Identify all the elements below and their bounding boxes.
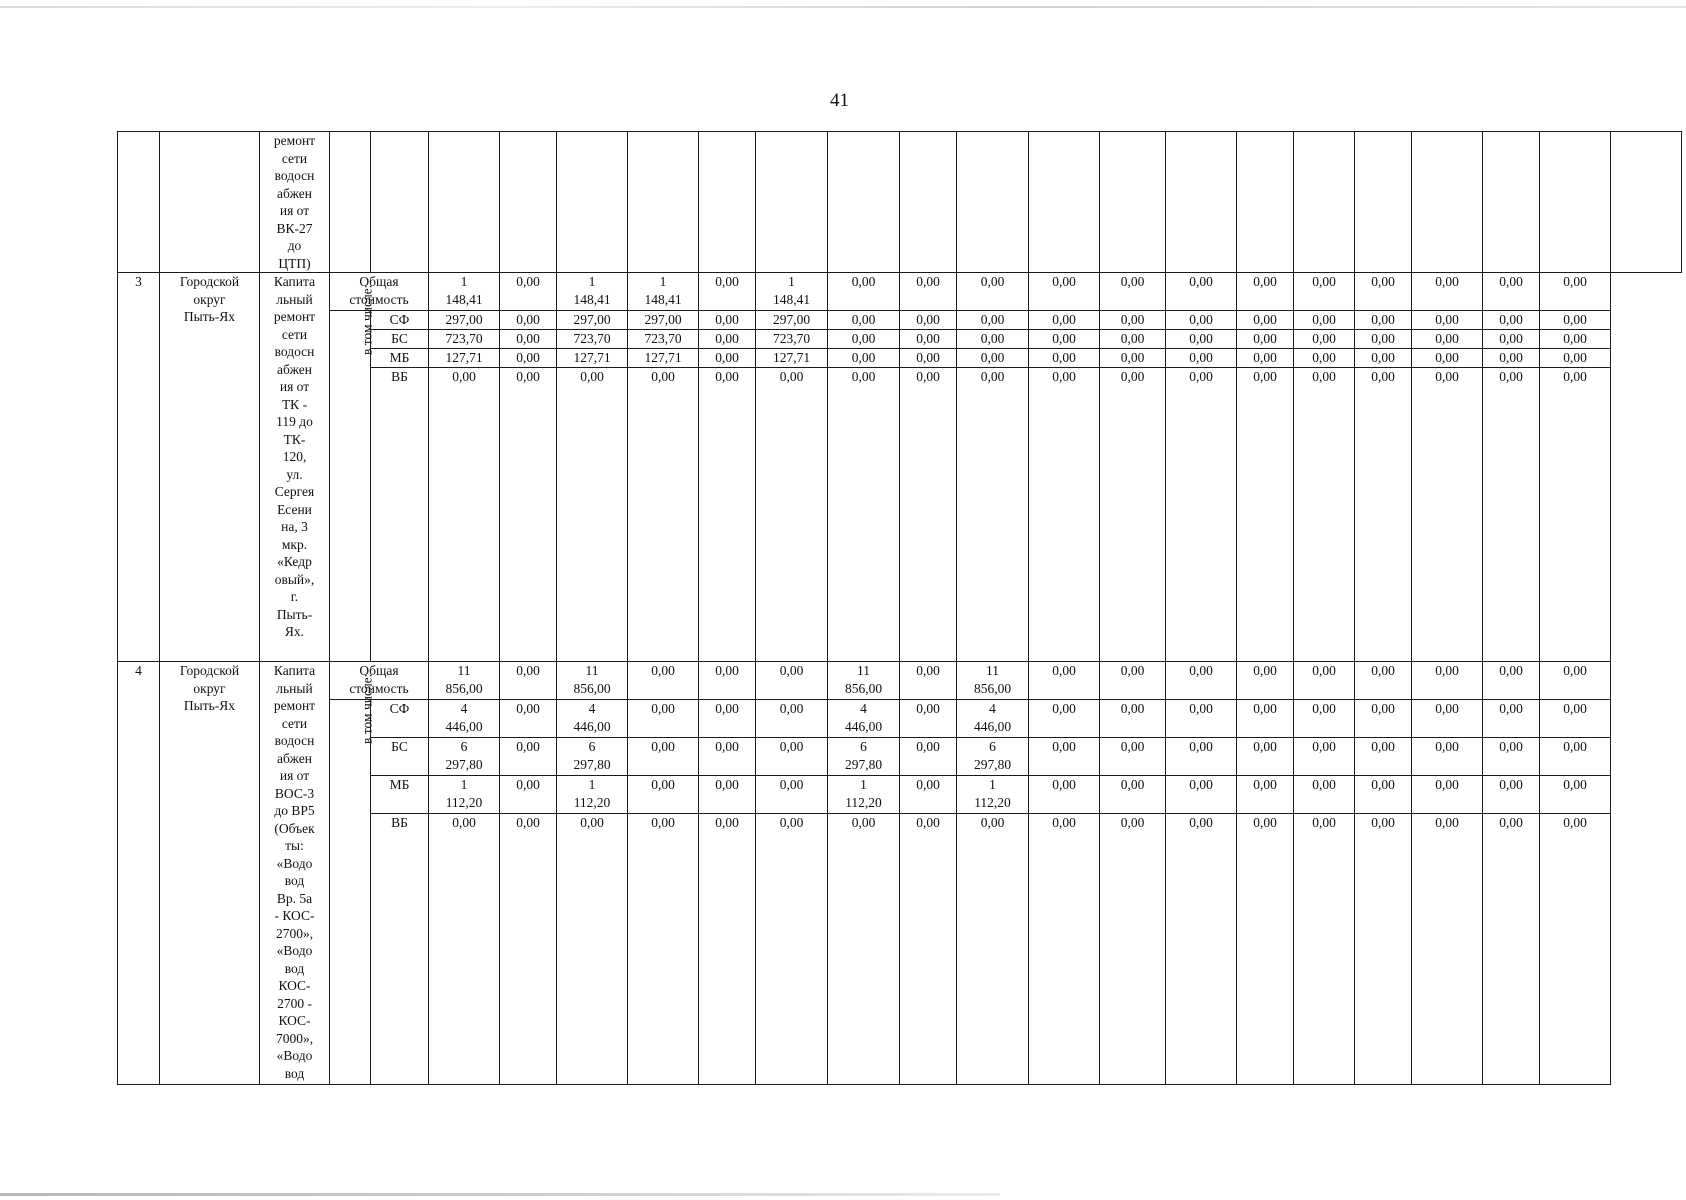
value-cell: 0,00 <box>1412 273 1483 311</box>
value-cell: 723,70 <box>756 330 828 349</box>
value-cell: 0,00 <box>628 738 699 776</box>
value-cell: 0,00 <box>429 814 500 1085</box>
value-cell: 0,00 <box>756 738 828 776</box>
value-cell: 0,00 <box>900 273 957 311</box>
value-cell: 0,00 <box>900 330 957 349</box>
funding-source-label: СФ <box>371 700 429 738</box>
value-cell: 0,00 <box>500 700 557 738</box>
value-cell: 0,00 <box>1100 311 1166 330</box>
value-cell: 0,00 <box>1540 776 1611 814</box>
value-cell: 11 856,00 <box>557 662 628 700</box>
value-cell: 723,70 <box>557 330 628 349</box>
funding-source-label: МБ <box>371 776 429 814</box>
value-cell: 723,70 <box>429 330 500 349</box>
value-cell: 0,00 <box>1483 330 1540 349</box>
value-cell: 0,00 <box>1029 776 1100 814</box>
empty-cell <box>371 132 429 273</box>
value-cell: 0,00 <box>699 700 756 738</box>
value-cell: 0,00 <box>1166 311 1237 330</box>
value-cell: 6 297,80 <box>957 738 1029 776</box>
value-cell: 0,00 <box>1412 814 1483 1085</box>
value-cell: 0,00 <box>1237 738 1294 776</box>
value-cell: 4 446,00 <box>957 700 1029 738</box>
value-cell: 0,00 <box>900 662 957 700</box>
value-cell: 1 148,41 <box>628 273 699 311</box>
value-cell: 1 148,41 <box>557 273 628 311</box>
value-cell: 0,00 <box>1294 776 1355 814</box>
value-cell: 0,00 <box>1294 662 1355 700</box>
value-cell: 11 856,00 <box>429 662 500 700</box>
value-cell: 0,00 <box>1029 738 1100 776</box>
value-cell: 0,00 <box>900 349 957 368</box>
value-cell: 0,00 <box>1355 738 1412 776</box>
value-cell: 0,00 <box>1237 330 1294 349</box>
value-cell: 1 112,20 <box>828 776 900 814</box>
value-cell: 1 112,20 <box>557 776 628 814</box>
value-cell: 0,00 <box>756 368 828 662</box>
value-cell: 0,00 <box>500 776 557 814</box>
value-cell: 0,00 <box>1355 273 1412 311</box>
value-cell: 0,00 <box>1294 330 1355 349</box>
value-cell: 127,71 <box>429 349 500 368</box>
value-cell: 0,00 <box>1029 273 1100 311</box>
value-cell: 6 297,80 <box>557 738 628 776</box>
value-cell: 0,00 <box>699 349 756 368</box>
value-cell: 0,00 <box>828 273 900 311</box>
funding-source-row <box>118 700 1682 738</box>
value-cell: 0,00 <box>557 368 628 662</box>
value-cell: 0,00 <box>1355 776 1412 814</box>
value-cell: 0,00 <box>1355 349 1412 368</box>
value-cell: 4 446,00 <box>557 700 628 738</box>
value-cell: 0,00 <box>1355 700 1412 738</box>
value-cell: 0,00 <box>1237 349 1294 368</box>
value-cell: 0,00 <box>1166 273 1237 311</box>
value-cell: 0,00 <box>1412 776 1483 814</box>
value-cell: 0,00 <box>1483 311 1540 330</box>
empty-cell <box>1540 132 1611 273</box>
value-cell: 0,00 <box>1540 311 1611 330</box>
empty-cell <box>1412 132 1483 273</box>
value-cell: 0,00 <box>699 311 756 330</box>
including-label-cell <box>330 284 375 662</box>
value-cell: 0,00 <box>699 368 756 662</box>
value-cell: 0,00 <box>1029 368 1100 662</box>
value-cell: 0,00 <box>957 814 1029 1085</box>
value-cell: 0,00 <box>500 330 557 349</box>
value-cell: 0,00 <box>828 330 900 349</box>
scan-edge-top <box>0 6 1686 8</box>
value-cell: 0,00 <box>828 349 900 368</box>
value-cell: 4 446,00 <box>828 700 900 738</box>
value-cell: 0,00 <box>1100 776 1166 814</box>
empty-cell <box>1029 132 1100 273</box>
value-cell: 4 446,00 <box>429 700 500 738</box>
value-cell: 0,00 <box>957 273 1029 311</box>
value-cell: 0,00 <box>828 814 900 1085</box>
value-cell: 0,00 <box>699 330 756 349</box>
value-cell: 0,00 <box>1540 368 1611 662</box>
scan-edge-bottom <box>0 1193 1000 1196</box>
value-cell: 0,00 <box>500 662 557 700</box>
value-cell: 0,00 <box>1412 700 1483 738</box>
funding-source-label: МБ <box>371 349 429 368</box>
value-cell: 0,00 <box>1100 814 1166 1085</box>
table-row <box>118 132 1682 273</box>
value-cell: 0,00 <box>900 700 957 738</box>
value-cell: 0,00 <box>900 311 957 330</box>
value-cell: 0,00 <box>1166 738 1237 776</box>
municipality-cell: Городской округ Пыть-Ях <box>160 662 260 1085</box>
value-cell: 0,00 <box>1237 662 1294 700</box>
value-cell: 0,00 <box>756 776 828 814</box>
funding-source-label: ВБ <box>371 814 429 1085</box>
value-cell: 0,00 <box>1483 814 1540 1085</box>
empty-cell <box>1483 132 1540 273</box>
value-cell: 0,00 <box>1540 738 1611 776</box>
value-cell: 297,00 <box>557 311 628 330</box>
value-cell: 0,00 <box>1412 330 1483 349</box>
value-cell: 0,00 <box>1412 349 1483 368</box>
value-cell: 0,00 <box>1355 368 1412 662</box>
value-cell: 0,00 <box>900 738 957 776</box>
value-cell: 0,00 <box>1100 662 1166 700</box>
value-cell: 0,00 <box>1100 349 1166 368</box>
value-cell: 0,00 <box>1166 700 1237 738</box>
value-cell: 0,00 <box>957 349 1029 368</box>
value-cell: 0,00 <box>1237 700 1294 738</box>
empty-cell <box>756 132 828 273</box>
empty-cell <box>1166 132 1237 273</box>
value-cell: 0,00 <box>1540 700 1611 738</box>
value-cell: 0,00 <box>628 776 699 814</box>
value-cell: 6 297,80 <box>429 738 500 776</box>
value-cell: 0,00 <box>1540 662 1611 700</box>
value-cell: 0,00 <box>1412 662 1483 700</box>
object-name-cell: Капита льный ремонт сети водосн абжен ия от ТК - 119 до ТК- 120, ул. Сергея Есени на, 3 мкр. «Кедр овый», г. Пыть- Ях. <box>260 273 330 662</box>
funding-source-row <box>118 311 1682 330</box>
value-cell: 0,00 <box>500 349 557 368</box>
value-cell: 0,00 <box>1237 368 1294 662</box>
value-cell: 0,00 <box>756 662 828 700</box>
value-cell: 0,00 <box>957 330 1029 349</box>
value-cell: 127,71 <box>628 349 699 368</box>
value-cell: 0,00 <box>1540 349 1611 368</box>
total-cost-label: Общая стоимость <box>330 273 429 311</box>
value-cell: 0,00 <box>628 700 699 738</box>
value-cell: 0,00 <box>1166 349 1237 368</box>
value-cell: 0,00 <box>828 311 900 330</box>
value-cell: 0,00 <box>1294 814 1355 1085</box>
value-cell: 0,00 <box>1355 311 1412 330</box>
empty-cell <box>1294 132 1355 273</box>
value-cell: 0,00 <box>1540 814 1611 1085</box>
value-cell: 1 148,41 <box>429 273 500 311</box>
municipality-cell <box>160 132 260 273</box>
total-cost-label: Общая стоимость <box>330 662 429 700</box>
value-cell: 0,00 <box>1029 662 1100 700</box>
value-cell: 1 148,41 <box>756 273 828 311</box>
including-label: в том числе: <box>359 673 375 744</box>
value-cell: 0,00 <box>1412 368 1483 662</box>
value-cell: 0,00 <box>1294 349 1355 368</box>
value-cell: 0,00 <box>628 368 699 662</box>
value-cell: 297,00 <box>628 311 699 330</box>
value-cell: 297,00 <box>756 311 828 330</box>
value-cell: 0,00 <box>1483 776 1540 814</box>
value-cell: 0,00 <box>1166 368 1237 662</box>
value-cell: 0,00 <box>500 738 557 776</box>
value-cell: 0,00 <box>1100 738 1166 776</box>
value-cell: 0,00 <box>1294 700 1355 738</box>
empty-cell <box>957 132 1029 273</box>
object-name-cell: Капита льный ремонт сети водосн абжен ия от ВОС-3 до ВР5 (Объек ты: «Водо вод Вр. 5а - КОС- 2700», «Водо вод КОС- 2700 - КОС- 7000», «Водо вод <box>260 662 330 1085</box>
empty-cell <box>699 132 756 273</box>
value-cell: 1 112,20 <box>429 776 500 814</box>
value-cell: 0,00 <box>1483 738 1540 776</box>
value-cell: 0,00 <box>1540 330 1611 349</box>
object-total-row <box>118 662 1682 700</box>
value-cell: 0,00 <box>957 368 1029 662</box>
value-cell: 0,00 <box>1294 738 1355 776</box>
value-cell: 6 297,80 <box>828 738 900 776</box>
value-cell: 11 856,00 <box>957 662 1029 700</box>
including-label: в том числе: <box>359 284 375 355</box>
value-cell: 0,00 <box>557 814 628 1085</box>
municipality-cell: Городской округ Пыть-Ях <box>160 273 260 662</box>
empty-cell <box>330 132 371 273</box>
value-cell: 0,00 <box>500 311 557 330</box>
row-number: 4 <box>118 662 160 1085</box>
value-cell: 0,00 <box>1483 349 1540 368</box>
value-cell: 0,00 <box>429 368 500 662</box>
empty-cell <box>557 132 628 273</box>
value-cell: 0,00 <box>1294 311 1355 330</box>
funding-table <box>117 131 1682 1085</box>
value-cell: 0,00 <box>1166 776 1237 814</box>
value-cell: 0,00 <box>1483 662 1540 700</box>
value-cell: 0,00 <box>900 814 957 1085</box>
object-name-cell: ремонт сети водосн абжен ия от ВК-27 до ЦТП) <box>260 132 330 273</box>
value-cell: 0,00 <box>628 662 699 700</box>
value-cell: 0,00 <box>1412 738 1483 776</box>
row-number: 3 <box>118 273 160 662</box>
value-cell: 0,00 <box>500 368 557 662</box>
page-number: 41 <box>830 90 849 111</box>
empty-cell <box>628 132 699 273</box>
value-cell: 0,00 <box>1294 273 1355 311</box>
value-cell: 0,00 <box>957 311 1029 330</box>
value-cell: 0,00 <box>1166 662 1237 700</box>
object-total-row <box>118 273 1682 311</box>
value-cell: 0,00 <box>756 700 828 738</box>
empty-cell <box>1237 132 1294 273</box>
value-cell: 0,00 <box>1029 814 1100 1085</box>
funding-source-label: БС <box>371 738 429 776</box>
value-cell: 0,00 <box>1483 700 1540 738</box>
value-cell: 0,00 <box>699 273 756 311</box>
value-cell: 0,00 <box>699 738 756 776</box>
value-cell: 1 112,20 <box>957 776 1029 814</box>
empty-cell <box>900 132 957 273</box>
funding-source-label: СФ <box>371 311 429 330</box>
empty-cell <box>500 132 557 273</box>
value-cell: 0,00 <box>1029 311 1100 330</box>
value-cell: 0,00 <box>1166 814 1237 1085</box>
empty-cell <box>1611 132 1682 273</box>
value-cell: 0,00 <box>1237 273 1294 311</box>
value-cell: 0,00 <box>900 368 957 662</box>
value-cell: 0,00 <box>1100 368 1166 662</box>
empty-cell <box>1355 132 1412 273</box>
value-cell: 0,00 <box>500 814 557 1085</box>
value-cell: 0,00 <box>699 662 756 700</box>
value-cell: 127,71 <box>557 349 628 368</box>
value-cell: 0,00 <box>1100 330 1166 349</box>
value-cell: 297,00 <box>429 311 500 330</box>
value-cell: 0,00 <box>1237 776 1294 814</box>
value-cell: 0,00 <box>828 368 900 662</box>
empty-cell <box>429 132 500 273</box>
value-cell: 0,00 <box>1483 273 1540 311</box>
value-cell: 0,00 <box>756 814 828 1085</box>
value-cell: 0,00 <box>1294 368 1355 662</box>
value-cell: 11 856,00 <box>828 662 900 700</box>
value-cell: 0,00 <box>1237 311 1294 330</box>
value-cell: 0,00 <box>1355 662 1412 700</box>
value-cell: 0,00 <box>1237 814 1294 1085</box>
value-cell: 127,71 <box>756 349 828 368</box>
value-cell: 0,00 <box>1029 349 1100 368</box>
value-cell: 0,00 <box>1355 330 1412 349</box>
value-cell: 0,00 <box>699 814 756 1085</box>
value-cell: 0,00 <box>1029 700 1100 738</box>
value-cell: 0,00 <box>1100 700 1166 738</box>
including-label-cell <box>330 673 375 1085</box>
value-cell: 723,70 <box>628 330 699 349</box>
funding-source-label: ВБ <box>371 368 429 662</box>
value-cell: 0,00 <box>1166 330 1237 349</box>
no-cell <box>118 132 160 273</box>
value-cell: 0,00 <box>1029 330 1100 349</box>
funding-source-label: БС <box>371 330 429 349</box>
value-cell: 0,00 <box>1540 273 1611 311</box>
value-cell: 0,00 <box>1355 814 1412 1085</box>
value-cell: 0,00 <box>1483 368 1540 662</box>
empty-cell <box>1100 132 1166 273</box>
value-cell: 0,00 <box>900 776 957 814</box>
value-cell: 0,00 <box>1100 273 1166 311</box>
value-cell: 0,00 <box>628 814 699 1085</box>
value-cell: 0,00 <box>500 273 557 311</box>
value-cell: 0,00 <box>699 776 756 814</box>
value-cell: 0,00 <box>1412 311 1483 330</box>
empty-cell <box>828 132 900 273</box>
